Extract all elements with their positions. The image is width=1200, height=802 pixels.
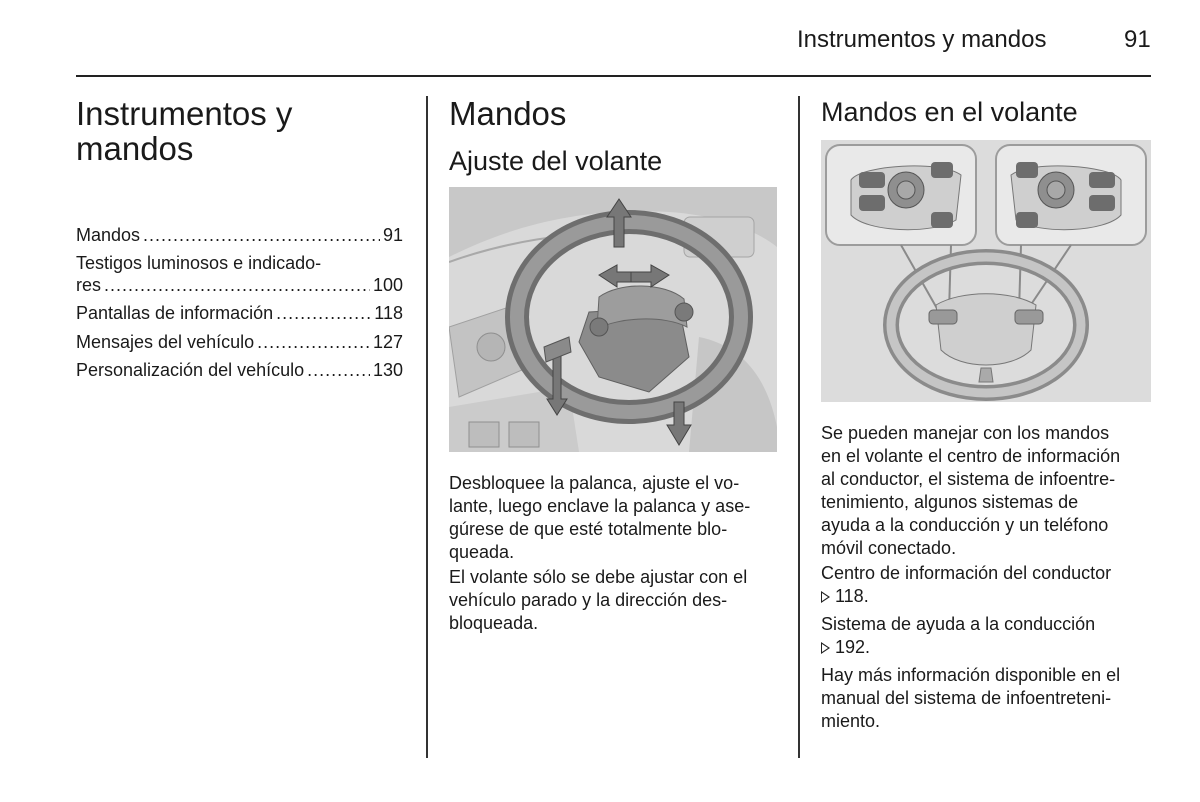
cross-reference[interactable] <box>821 636 1095 659</box>
toc-leader <box>276 303 371 324</box>
subsection-title: Ajuste del volante <box>449 146 663 176</box>
toc-label: res <box>76 275 102 295</box>
text-line: al conductor, el sistema de infoentre- <box>821 469 1116 489</box>
text-line: vehículo parado y la dirección des- <box>449 590 728 610</box>
text-line: manual del sistema de infoentreteni- <box>821 688 1112 708</box>
chapter-title-line-2: mandos <box>76 130 194 167</box>
toc-leader <box>257 332 370 353</box>
paragraph-ref-driver-info <box>821 562 1111 608</box>
toc-label: Mandos <box>76 225 141 245</box>
toc-leader <box>143 225 380 246</box>
toc-page: 127 <box>372 332 403 352</box>
toc-entry-personalizacion[interactable] <box>76 360 403 381</box>
toc-entry-testigos[interactable] <box>76 275 403 296</box>
text-line: Centro de información del conductor <box>821 563 1112 583</box>
toc-page: 118 <box>374 303 403 323</box>
cross-reference-page: 192. <box>835 637 871 657</box>
running-header-title: Instrumentos y mandos <box>797 26 1047 53</box>
header-rule <box>76 75 1151 77</box>
toc-page: 91 <box>382 225 403 245</box>
text-line: en el volante el centro de información <box>821 446 1121 466</box>
toc-label: Mensajes del vehículo <box>76 332 255 352</box>
text-line: miento. <box>821 711 881 731</box>
page-number: 91 <box>1124 26 1151 53</box>
toc-label: Personalización del vehículo <box>76 360 305 380</box>
text-line: Sistema de ayuda a la conducción <box>821 614 1096 634</box>
toc-entry-pantallas[interactable] <box>76 303 403 324</box>
chapter-title-line-1: Instrumentos y <box>76 95 293 132</box>
text-line: queada. <box>449 542 515 562</box>
steering-controls-illustration <box>821 140 1151 402</box>
paragraph-unlock-instructions <box>449 472 750 564</box>
cross-reference[interactable] <box>821 585 1111 608</box>
toc-leader <box>307 360 370 381</box>
toc-entry-testigos-line-1[interactable]: Testigos luminosos e indicado- <box>76 253 322 273</box>
text-line: móvil conectado. <box>821 538 957 558</box>
page-reference-icon <box>821 642 830 654</box>
text-line: lante, luego enclave la palanca y ase- <box>449 496 751 516</box>
toc-leader <box>104 275 370 296</box>
text-line: tenimiento, algunos sistemas de <box>821 492 1079 512</box>
chapter-title <box>76 96 292 166</box>
column-divider-right <box>798 96 800 758</box>
toc-page: 130 <box>372 360 403 380</box>
page-reference-icon <box>821 591 830 603</box>
column-divider-left <box>426 96 428 758</box>
text-line: Se pueden manejar con los mandos <box>821 423 1110 443</box>
paragraph-ref-driving-assist <box>821 613 1095 659</box>
section-title-steering-controls: Mandos en el volante <box>821 97 1078 127</box>
text-line: gúrese de que esté totalmente blo- <box>449 519 728 539</box>
toc-label: Pantallas de información <box>76 303 274 323</box>
cross-reference-page: 118. <box>835 586 869 606</box>
text-line: El volante sólo se debe ajustar con el <box>449 567 748 587</box>
paragraph-steering-controls-intro <box>821 422 1120 560</box>
toc-entry-mensajes[interactable] <box>76 332 403 353</box>
steering-adjust-illustration <box>449 187 777 452</box>
paragraph-adjust-warning <box>449 566 747 635</box>
text-line: Hay más información disponible en el <box>821 665 1121 685</box>
text-line: bloqueada. <box>449 613 539 633</box>
section-title: Mandos <box>449 95 567 132</box>
paragraph-infotainment-note <box>821 664 1120 733</box>
toc-page: 100 <box>372 275 403 295</box>
toc-entry-mandos[interactable] <box>76 225 403 246</box>
text-line: ayuda a la conducción y un teléfono <box>821 515 1109 535</box>
text-line: Desbloquee la palanca, ajuste el vo- <box>449 473 740 493</box>
